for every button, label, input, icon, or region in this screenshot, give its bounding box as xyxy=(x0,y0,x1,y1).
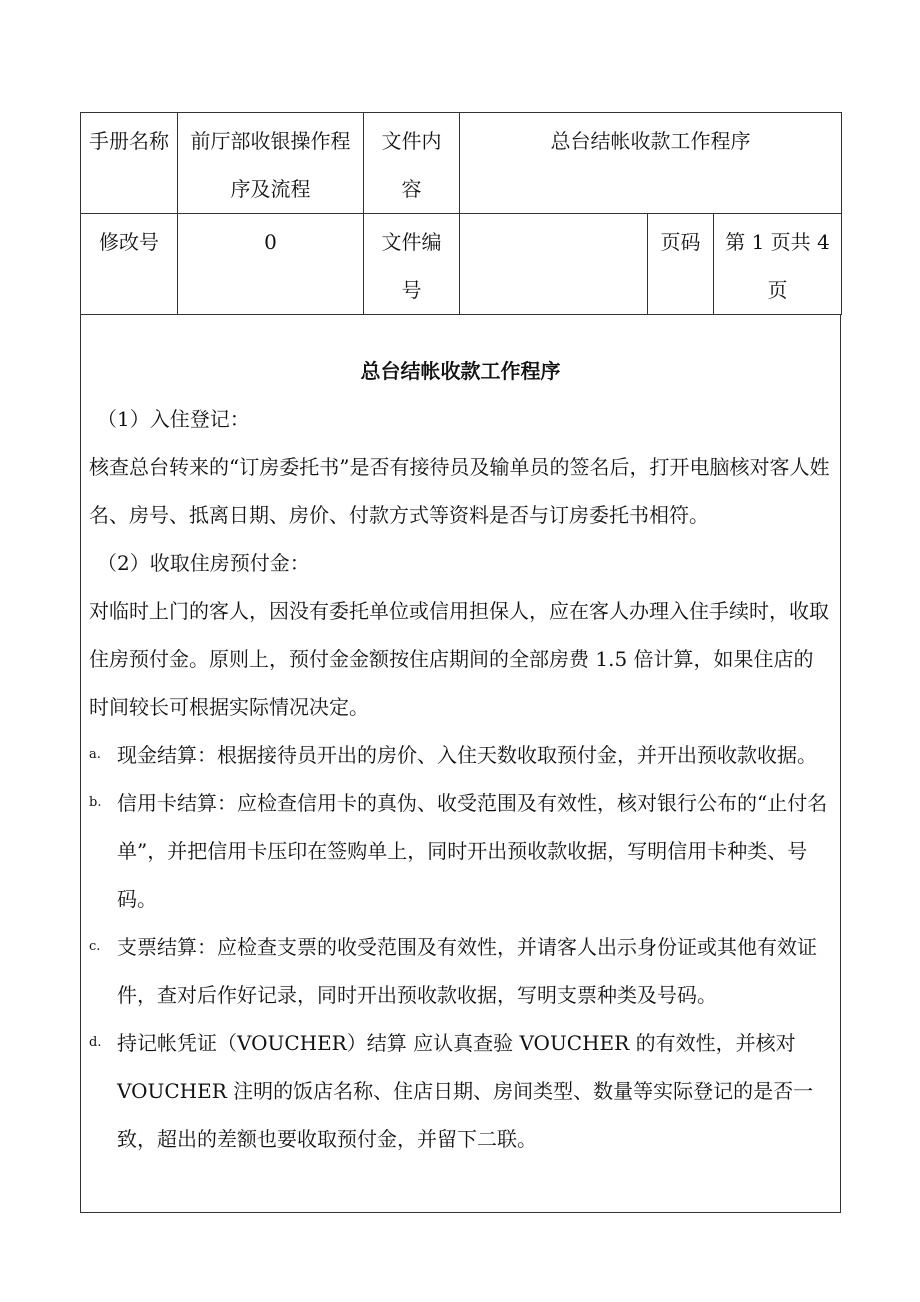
document-title: 总台结帐收款工作程序 xyxy=(360,359,561,383)
content-body xyxy=(89,395,832,1163)
list-item-text: 现金结算：根据接待员开出的房价、入住天数收取预付金，并开出预收款收据。 xyxy=(117,743,817,767)
doc-number-value xyxy=(460,214,648,315)
document-page xyxy=(80,112,841,1213)
manual-name-value: 前厅部收银操作程序及流程 xyxy=(178,113,364,214)
list-marker: d. xyxy=(89,1035,102,1050)
section1-heading: （1）入住登记： xyxy=(97,407,250,431)
list-item-text: 支票结算：应检查支票的收受范围及有效性，并请客人出示身份证或其他有效证件，查对后作好记录，同时开出预收款收据，写明支票种类及号码。 xyxy=(117,935,817,1007)
list-marker: b. xyxy=(89,795,102,810)
doc-number-label: 文件编号 xyxy=(364,214,460,315)
header-table xyxy=(80,112,842,315)
section2-text: 对临时上门的客人，因没有委托单位或信用担保人，应在客人办理入住手续时，收取住房预付金。原则上，预付金金额按住店期间的全部房费 1.5 倍计算，如果住店的时间较长可根据实际情况决定。 xyxy=(89,599,829,719)
list-item-cheque xyxy=(89,923,832,1019)
page-value: 第 1 页共 4 页 xyxy=(714,214,842,315)
list-item-cash xyxy=(89,731,832,779)
section1-text: 核查总台转来的“订房委托书”是否有接待员及输单员的签名后，打开电脑核对客人姓名、房号、抵离日期、房价、付款方式等资料是否与订房委托书相符。 xyxy=(89,455,830,527)
content-box xyxy=(80,315,841,1213)
revision-label: 修改号 xyxy=(81,214,178,315)
section2-heading: （2）收取住房预付金： xyxy=(97,551,310,575)
manual-name-label: 手册名称 xyxy=(81,113,178,214)
list-marker: a. xyxy=(89,747,101,762)
revision-value: 0 xyxy=(178,214,364,315)
list-item-text: 持记帐凭证（VOUCHER）结算 应认真查验 VOUCHER 的有效性，并核对 VOUCHER 注明的饭店名称、住店日期、房间类型、数量等实际登记的是否一致，超出的差额也要收取预付金，并留下二联。 xyxy=(117,1031,814,1151)
doc-content-label: 文件内容 xyxy=(364,113,460,214)
list-marker: c. xyxy=(89,939,101,954)
list-item-voucher xyxy=(89,1019,832,1163)
list-item-credit-card xyxy=(89,779,832,923)
page-label: 页码 xyxy=(648,214,714,315)
list-item-text: 信用卡结算：应检查信用卡的真伪、收受范围及有效性，核对银行公布的“止付名单”，并把信用卡压印在签购单上，同时开出预收款收据，写明信用卡种类、号码。 xyxy=(117,791,828,911)
doc-content-value: 总台结帐收款工作程序 xyxy=(460,113,842,214)
